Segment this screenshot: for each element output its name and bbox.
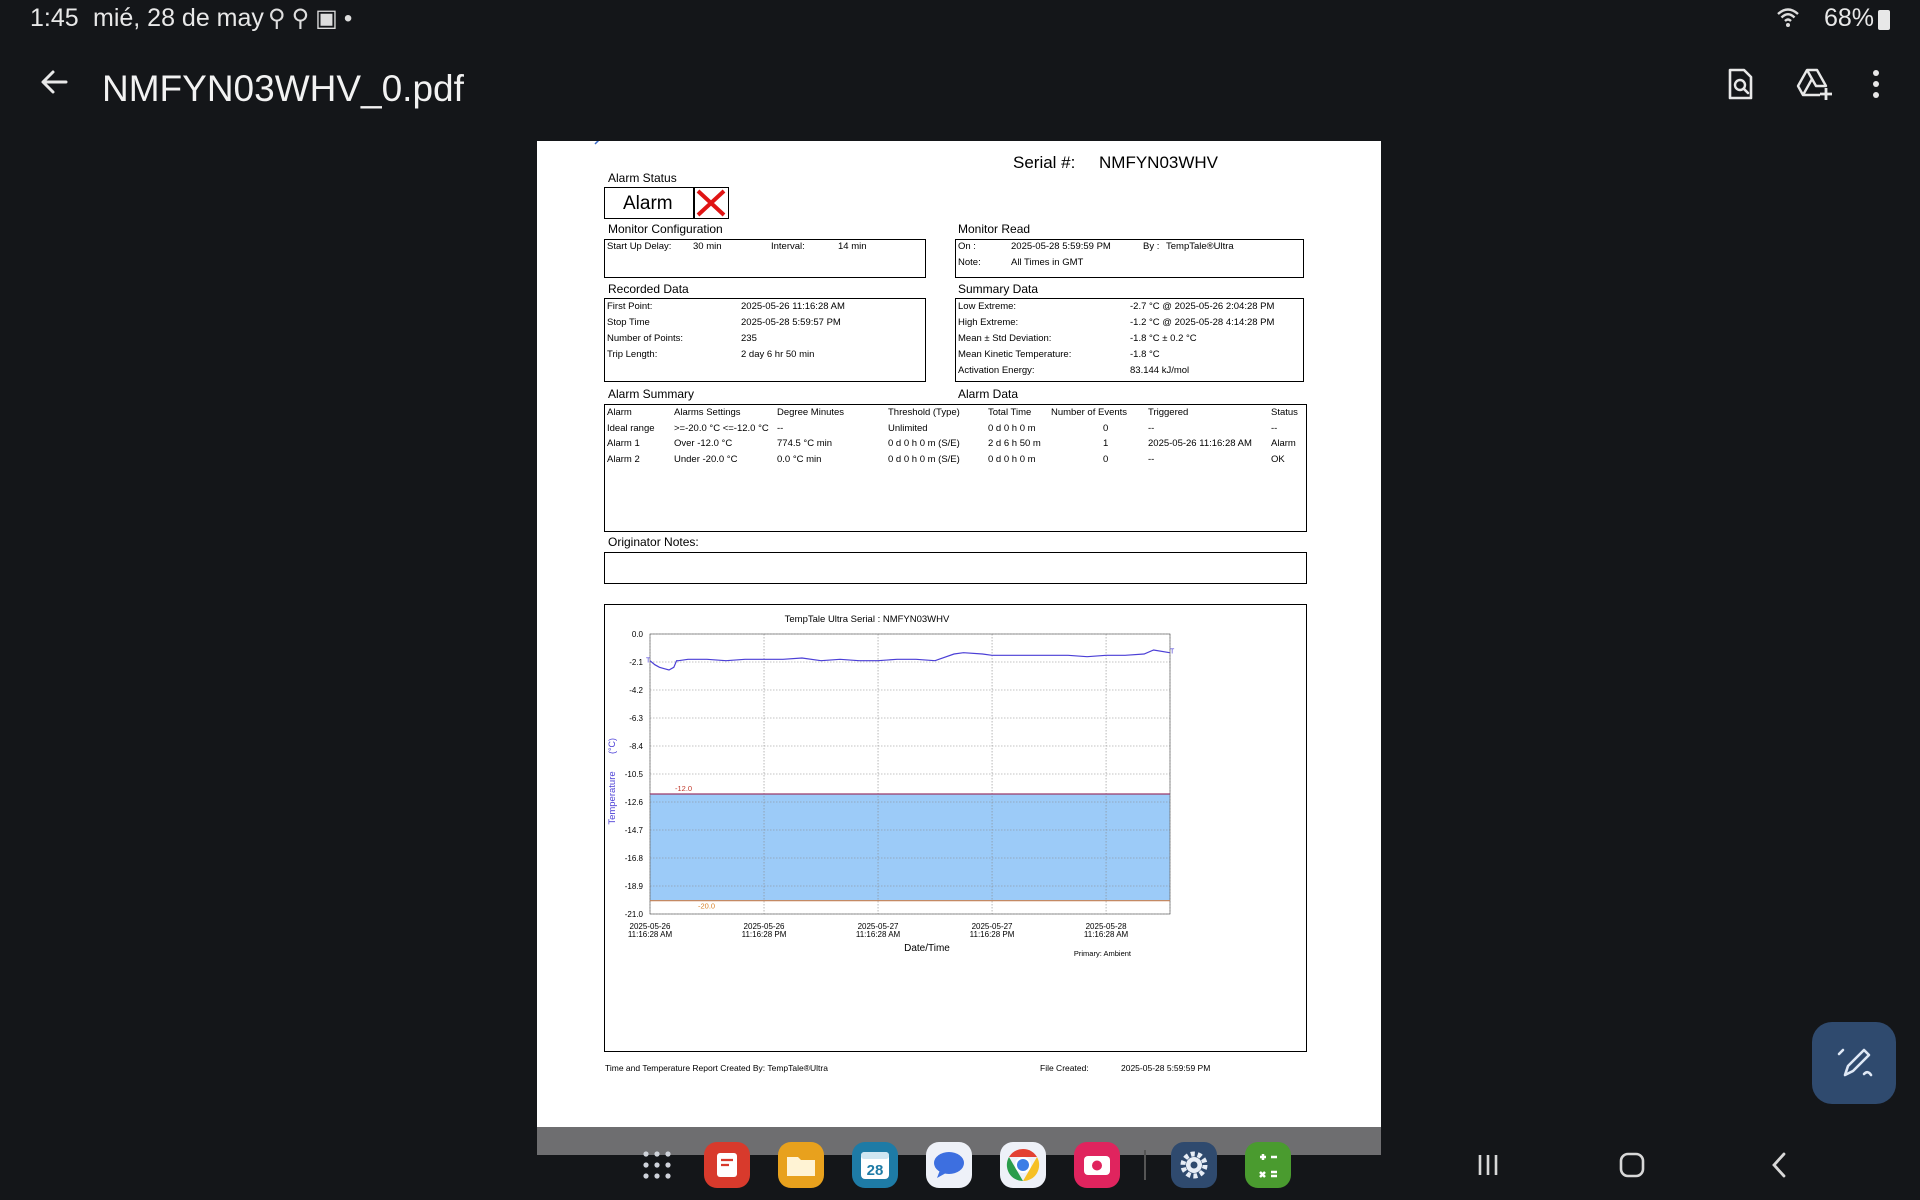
battery-percent: 68% bbox=[1823, 4, 1874, 32]
table-cell: 0 d 0 h 0 m (S/E) bbox=[888, 453, 960, 465]
note-value: All Times in GMT bbox=[1011, 257, 1084, 268]
table-cell: Alarm bbox=[1271, 438, 1296, 449]
alarm-status-label: Alarm Status bbox=[608, 171, 677, 185]
search-document-icon[interactable] bbox=[1722, 66, 1758, 102]
activation-energy-value: 83.144 kJ/mol bbox=[1130, 365, 1190, 376]
mean-std-value: -1.8 °C ± 0.2 °C bbox=[1130, 333, 1197, 344]
table-cell: -- bbox=[777, 422, 784, 434]
series-end-marker: T bbox=[1170, 648, 1175, 656]
mkt-value: -1.8 °C bbox=[1130, 349, 1160, 360]
recorded-values bbox=[741, 299, 845, 363]
alarm-summary-title: Alarm Summary bbox=[608, 387, 695, 401]
recorded-data-title: Recorded Data bbox=[608, 282, 689, 296]
footer-file-created-value: 2025-05-28 5:59:59 PM bbox=[1121, 1063, 1211, 1073]
table-cell: OK bbox=[1271, 453, 1285, 465]
table-cell: 0 d 0 h 0 m (S/E) bbox=[888, 438, 960, 449]
alarm-table-col-events-header bbox=[1051, 405, 1127, 421]
x-tick-date: 2025-05-26 bbox=[629, 922, 671, 931]
footer-created-by: Time and Temperature Report Created By: TempTale®Ultra bbox=[605, 1063, 828, 1073]
table-cell: 0 d 0 h 0 m bbox=[988, 422, 1036, 434]
usb-icon: ⚲ bbox=[268, 5, 292, 32]
activation-energy-label: Activation Energy: bbox=[958, 365, 1035, 376]
recorded-data-box bbox=[604, 298, 926, 382]
pdf-page[interactable] bbox=[537, 141, 1381, 1127]
x-tick-date: 2025-05-27 bbox=[971, 922, 1013, 931]
alarm-settings-header: Alarms Settings bbox=[674, 407, 741, 418]
alarm-table bbox=[604, 404, 1307, 532]
alarm-x-box bbox=[693, 187, 729, 219]
summary-values bbox=[1130, 299, 1274, 379]
alarm-table-col-threshold bbox=[888, 405, 960, 467]
table-cell: 2025-05-26 11:16:28 AM bbox=[1148, 438, 1252, 449]
status-time: 1:45 bbox=[30, 4, 79, 32]
alarm-table-col-triggered bbox=[1148, 405, 1252, 467]
startup-delay-value: 30 min bbox=[693, 241, 722, 252]
y-tick-label: -12.6 bbox=[624, 798, 643, 807]
summary-data-title: Summary Data bbox=[958, 282, 1039, 296]
total-time-header: Total Time bbox=[988, 407, 1032, 418]
y-tick-label: -2.1 bbox=[629, 658, 643, 667]
by-value: TempTale®Ultra bbox=[1166, 241, 1234, 252]
table-cell: Ideal range bbox=[607, 422, 655, 434]
first-point-label: First Point: bbox=[607, 301, 653, 312]
x-tick-date: 2025-05-28 bbox=[1085, 922, 1127, 931]
y-tick-label: -4.2 bbox=[629, 686, 643, 695]
calculator-app-icon[interactable] bbox=[1245, 1142, 1291, 1188]
interval-label: Interval: bbox=[771, 241, 805, 252]
dot-icon: • bbox=[343, 5, 359, 32]
serial-label: Serial #: bbox=[1013, 153, 1076, 172]
monitor-read-title: Monitor Read bbox=[958, 222, 1031, 236]
table-cell: 1 bbox=[1103, 438, 1109, 449]
low-threshold-label: -20.0 bbox=[698, 901, 716, 911]
degree-minutes-header: Degree Minutes bbox=[777, 407, 845, 418]
chart-title: TempTale Ultra Serial : NMFYN03WHV bbox=[784, 614, 950, 625]
y-tick-label: 0.0 bbox=[631, 630, 643, 639]
y-tick-label: -6.3 bbox=[629, 714, 643, 723]
threshold-header: Threshold (Type) bbox=[888, 407, 960, 418]
calendar-app-icon[interactable] bbox=[852, 1142, 898, 1188]
chart-frame bbox=[604, 604, 1307, 1052]
interval-value: 14 min bbox=[838, 241, 867, 252]
on-value: 2025-05-28 5:59:59 PM bbox=[1011, 241, 1111, 252]
alarm-table-col-total bbox=[988, 405, 1041, 467]
dock-divider bbox=[1144, 1150, 1146, 1180]
table-cell: 0 bbox=[1103, 453, 1109, 465]
alarm-table-col-alarm bbox=[607, 405, 655, 467]
mkt-label: Mean Kinetic Temperature: bbox=[958, 349, 1072, 360]
back-arrow-icon[interactable] bbox=[36, 64, 72, 100]
notes-app-icon[interactable] bbox=[704, 1142, 750, 1188]
files-app-icon[interactable] bbox=[778, 1142, 824, 1188]
edit-fab-button[interactable] bbox=[1812, 1022, 1896, 1104]
events-header: Number of Events bbox=[1051, 407, 1128, 418]
triggered-header: Triggered bbox=[1148, 407, 1189, 418]
app-drawer-icon[interactable] bbox=[642, 1150, 672, 1180]
monitor-config-box bbox=[604, 239, 926, 278]
table-cell: Alarm 1 bbox=[607, 438, 640, 449]
table-cell: 0 d 0 h 0 m bbox=[988, 453, 1036, 465]
x-tick-date: 2025-05-26 bbox=[743, 922, 785, 931]
table-cell: Alarm 2 bbox=[607, 453, 640, 465]
calendar-day: 28 bbox=[866, 1162, 884, 1179]
document-title: NMFYN03WHV_0.pdf bbox=[102, 68, 464, 109]
x-axis-label: Date/Time bbox=[904, 943, 950, 954]
alarm-table-col-events bbox=[1103, 421, 1108, 468]
x-tick-time: 11:16:28 PM bbox=[741, 930, 787, 939]
table-cell: Over -12.0 °C bbox=[674, 438, 733, 449]
x-tick-time: 11:16:28 PM bbox=[969, 930, 1015, 939]
note-label: Note: bbox=[958, 257, 981, 268]
mean-std-label: Mean ± Std Deviation: bbox=[958, 333, 1052, 344]
table-cell: -- bbox=[1271, 422, 1278, 434]
by-label: By : bbox=[1143, 241, 1160, 252]
high-extreme-label: High Extreme: bbox=[958, 317, 1019, 328]
low-extreme-label: Low Extreme: bbox=[958, 301, 1017, 312]
startup-delay-label: Start Up Delay: bbox=[607, 241, 672, 252]
chrome-app-icon[interactable] bbox=[1000, 1142, 1046, 1188]
alarm-status-box bbox=[604, 187, 695, 219]
monitor-config-title: Monitor Configuration bbox=[608, 222, 723, 236]
usb-icon: ⚲ bbox=[291, 5, 316, 32]
camera-app-icon[interactable] bbox=[1074, 1142, 1120, 1188]
serial-value: NMFYN03WHV bbox=[1099, 153, 1219, 172]
summary-labels bbox=[958, 299, 1071, 379]
table-cell: -- bbox=[1148, 422, 1155, 434]
footer-file-created-label: File Created: bbox=[1040, 1063, 1089, 1073]
alarm-status-value: Alarm bbox=[623, 193, 673, 214]
notification-icons bbox=[268, 4, 358, 33]
points-label: Number of Points: bbox=[607, 333, 684, 344]
back-button[interactable] bbox=[1760, 1150, 1800, 1180]
x-tick-date: 2025-05-27 bbox=[857, 922, 899, 931]
y-tick-label: -14.7 bbox=[624, 826, 643, 835]
stop-time-label: Stop Time bbox=[607, 317, 650, 328]
y-tick-label: -8.4 bbox=[629, 742, 643, 751]
originator-notes-box bbox=[604, 552, 1307, 584]
alarm-header: Alarm bbox=[607, 407, 632, 418]
y-tick-label: -16.8 bbox=[624, 854, 643, 863]
status-date: mié, 28 de may bbox=[93, 4, 264, 32]
drive-add-icon[interactable] bbox=[1794, 66, 1834, 102]
more-vert-icon[interactable] bbox=[1858, 66, 1894, 102]
monitor-read-box bbox=[955, 239, 1304, 278]
originator-notes-label: Originator Notes: bbox=[608, 535, 699, 549]
alarm-x-icon bbox=[694, 188, 728, 218]
table-cell: Under -20.0 °C bbox=[674, 453, 738, 465]
table-cell: 774.5 °C min bbox=[777, 438, 833, 449]
trip-length-value: 2 day 6 hr 50 min bbox=[741, 349, 815, 360]
low-extreme-value: -2.7 °C @ 2025-05-26 2:04:28 PM bbox=[1130, 301, 1275, 312]
x-tick-time: 11:16:28 AM bbox=[855, 930, 901, 939]
table-cell: Unlimited bbox=[888, 422, 928, 434]
wifi-icon bbox=[1776, 6, 1800, 28]
y-axis-unit: (°C) bbox=[607, 737, 617, 755]
points-value: 235 bbox=[741, 333, 757, 344]
table-cell: -- bbox=[1148, 453, 1155, 465]
table-cell: 0.0 °C min bbox=[777, 453, 822, 465]
battery-icon bbox=[1878, 10, 1890, 30]
summary-data-box bbox=[955, 298, 1304, 382]
chart-legend: Primary: Ambient bbox=[1073, 949, 1131, 958]
home-button[interactable] bbox=[1612, 1150, 1652, 1180]
ideal-range-band bbox=[650, 794, 1170, 901]
status-header: Status bbox=[1271, 407, 1298, 418]
recents-button[interactable] bbox=[1468, 1150, 1508, 1180]
recorded-labels bbox=[607, 299, 683, 363]
messages-app-icon[interactable] bbox=[926, 1142, 972, 1188]
series-start-marker: T bbox=[646, 657, 651, 665]
table-cell: >=-20.0 °C <=-12.0 °C bbox=[674, 422, 769, 434]
image-icon: ▣ bbox=[315, 5, 344, 32]
table-cell: 2 d 6 h 50 m bbox=[988, 438, 1041, 449]
y-tick-label: -21.0 bbox=[624, 910, 643, 919]
status-bar bbox=[0, 0, 1920, 36]
x-tick-time: 11:16:28 AM bbox=[1083, 930, 1129, 939]
y-axis-label: Temperature bbox=[607, 771, 618, 825]
temperature-chart bbox=[605, 605, 1306, 1051]
on-label: On : bbox=[958, 241, 976, 252]
first-point-value: 2025-05-26 11:16:28 AM bbox=[741, 301, 845, 312]
y-tick-label: -18.9 bbox=[624, 882, 643, 891]
high-threshold-label: -12.0 bbox=[675, 784, 693, 793]
stop-time-value: 2025-05-28 5:59:57 PM bbox=[741, 317, 841, 328]
alarm-table-col-status bbox=[1271, 405, 1298, 467]
alarm-table-col-degree bbox=[777, 405, 844, 467]
alarm-table-col-settings bbox=[674, 405, 769, 467]
page-corner-mark bbox=[592, 141, 606, 151]
y-tick-label: -10.5 bbox=[624, 770, 643, 779]
table-cell: 0 bbox=[1103, 422, 1109, 434]
edit-pen-icon bbox=[1812, 1022, 1896, 1104]
alarm-data-title: Alarm Data bbox=[958, 387, 1019, 401]
x-tick-time: 11:16:28 AM bbox=[627, 930, 673, 939]
high-extreme-value: -1.2 °C @ 2025-05-28 4:14:28 PM bbox=[1130, 317, 1275, 328]
trip-length-label: Trip Length: bbox=[607, 349, 658, 360]
settings-app-icon[interactable] bbox=[1171, 1142, 1217, 1188]
ambient-temperature-line bbox=[650, 650, 1170, 670]
